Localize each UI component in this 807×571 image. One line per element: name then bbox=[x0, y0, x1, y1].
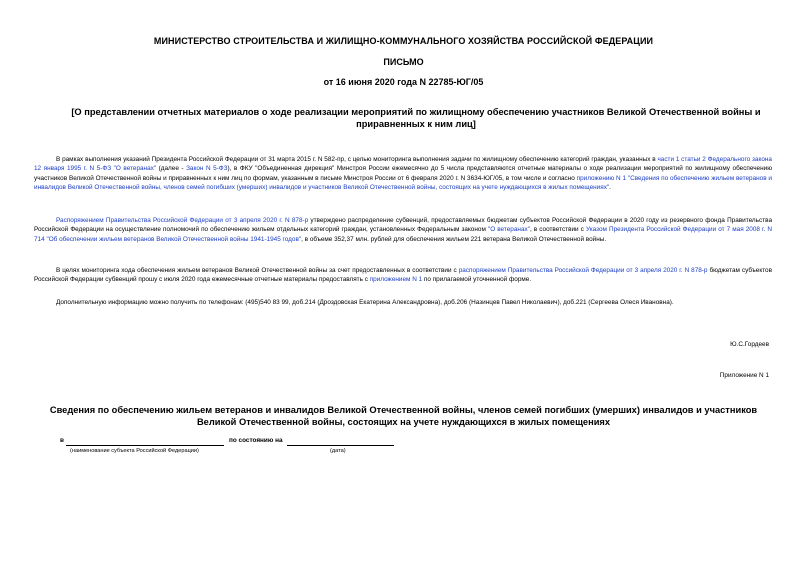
form-prefix: в bbox=[60, 437, 64, 444]
text-fragment: бюджетам субъектов Российской Федерации субвенций прошу с июля 2020 года ежемесячные отчетные материалы предоставлять с bbox=[34, 267, 772, 284]
veterans-law-link[interactable]: "О ветеранах" bbox=[487, 226, 530, 234]
appendix-title: Сведения по обеспечению жильем ветеранов и инвалидов Великой Отечественной войны, членов семей погибших (умерших) инвалидов и участников Великой Отечественной войны, состоящих на учете нуждающихся в жилых помещениях bbox=[49, 405, 758, 427]
appendix-link[interactable]: приложением N 1 bbox=[369, 276, 423, 284]
text-fragment: по прилагаемой уточненной форме. bbox=[422, 276, 532, 284]
date-caption: (дата) bbox=[330, 448, 346, 454]
subject-name-blank bbox=[66, 445, 224, 446]
ministry-heading: МИНИСТЕРСТВО СТРОИТЕЛЬСТВА И ЖИЛИЩНО-КОММУНАЛЬНОГО ХОЗЯЙСТВА РОССИЙСКОЙ ФЕДЕРАЦИИ bbox=[153, 36, 654, 46]
contact-info: Дополнительную информацию можно получить по телефонам: (495)540 83 99, доб.214 (Дроздовская Екатерина Александровна), доб.206 (Назинцев Павел Николаевич), доб.221 (Сергеева Олеся Ивановна). bbox=[56, 299, 674, 306]
date-blank bbox=[287, 445, 394, 446]
text-fragment: ), в ФКУ "Объединенная дирекция" Минстроя России ежемесячно до 5 числа представляются отчетные материалы о ходе реализации мероприятий по жилищному обеспечению участников Великой Отечественной войны и приравненных к ним лиц по формам, указанным в письме Минстроя России от 6 февраля 2020 г. N 3634-ЮГ/05, в том числе и согласно bbox=[34, 165, 772, 182]
letter-subject: [О представлении отчетных материалов о ходе реализации мероприятий по жилищному обеспечению участников Великой Отечественной войны и приравненных к ним лиц] bbox=[71, 107, 761, 129]
document-type: ПИСЬМО bbox=[383, 57, 424, 67]
form-header-row bbox=[0, 437, 807, 457]
law-short-link[interactable]: Закон N 5-ФЗ bbox=[186, 165, 228, 173]
document-date-number: от 16 июня 2020 года N 22785-ЮГ/05 bbox=[323, 77, 484, 87]
subject-name-caption: (наименование субъекта Российской Федерации) bbox=[70, 448, 199, 454]
decree-link[interactable]: Указом Президента Российской Федерации от 7 мая 2008 г. N 714 "Об обеспечении жильем ветеранов Великой Отечественной войны 1941-1945 годов" bbox=[34, 226, 773, 243]
paragraph-2 bbox=[34, 216, 772, 244]
appendix-label: Приложение N 1 bbox=[719, 372, 769, 379]
text-fragment: , в объеме 352,37 млн. рублей для обеспечения жильем 221 ветерана Великой Отечественной войны. bbox=[301, 235, 607, 243]
order-link[interactable]: распоряжением Правительства Российской Федерации от 3 апреля 2020 г. N 878-р bbox=[458, 267, 708, 274]
text-fragment: утверждено распределение субвенций, предоставляемых бюджетам субъектов Российской Федерации в 2020 году из резервного фонда Правительства Российской Федерации на осуществление полномочий по обеспечению жильем отдельных категорий граждан, установленных Федеральным законом bbox=[34, 217, 772, 234]
paragraph-3 bbox=[34, 266, 772, 285]
order-link[interactable]: Распоряжением Правительства Российской Федерации от 3 апреля 2020 г. N 878-р bbox=[56, 217, 309, 224]
paragraph-1 bbox=[34, 155, 772, 192]
signature: Ю.С.Гордеев bbox=[730, 341, 769, 348]
text-fragment: В целях мониторинга хода обеспечения жильем ветеранов Великой Отечественной войны за счет предоставленных в соответствии с bbox=[56, 267, 459, 274]
law-link[interactable]: части 1 статьи 2 Федерального закона 12 января 1995 г. N 5-ФЗ "О ветеранах" bbox=[34, 156, 772, 173]
form-state-label: по состоянию на bbox=[229, 437, 283, 444]
paragraph-4 bbox=[34, 298, 772, 307]
text-fragment: (далее - bbox=[156, 165, 187, 173]
text-fragment: В рамках выполнения указаний Президента Российской Федерации от 31 марта 2015 г. N 582-пр, с целью мониторинга выполнения задачи по жилищному обеспечению категорий граждан, указанных в bbox=[56, 156, 658, 163]
appendix-link[interactable]: приложению N 1 "Сведения по обеспечению жильем ветеранов и инвалидов Великой Отечественной войны, членов семей погибших (умерших) инвалидов и участников Великой Отечественной войны, состоящих на учете нуждающихся в жилых помещениях" bbox=[34, 174, 772, 191]
text-fragment: , в соответствии с bbox=[529, 226, 586, 234]
text-fragment: . bbox=[609, 183, 611, 191]
